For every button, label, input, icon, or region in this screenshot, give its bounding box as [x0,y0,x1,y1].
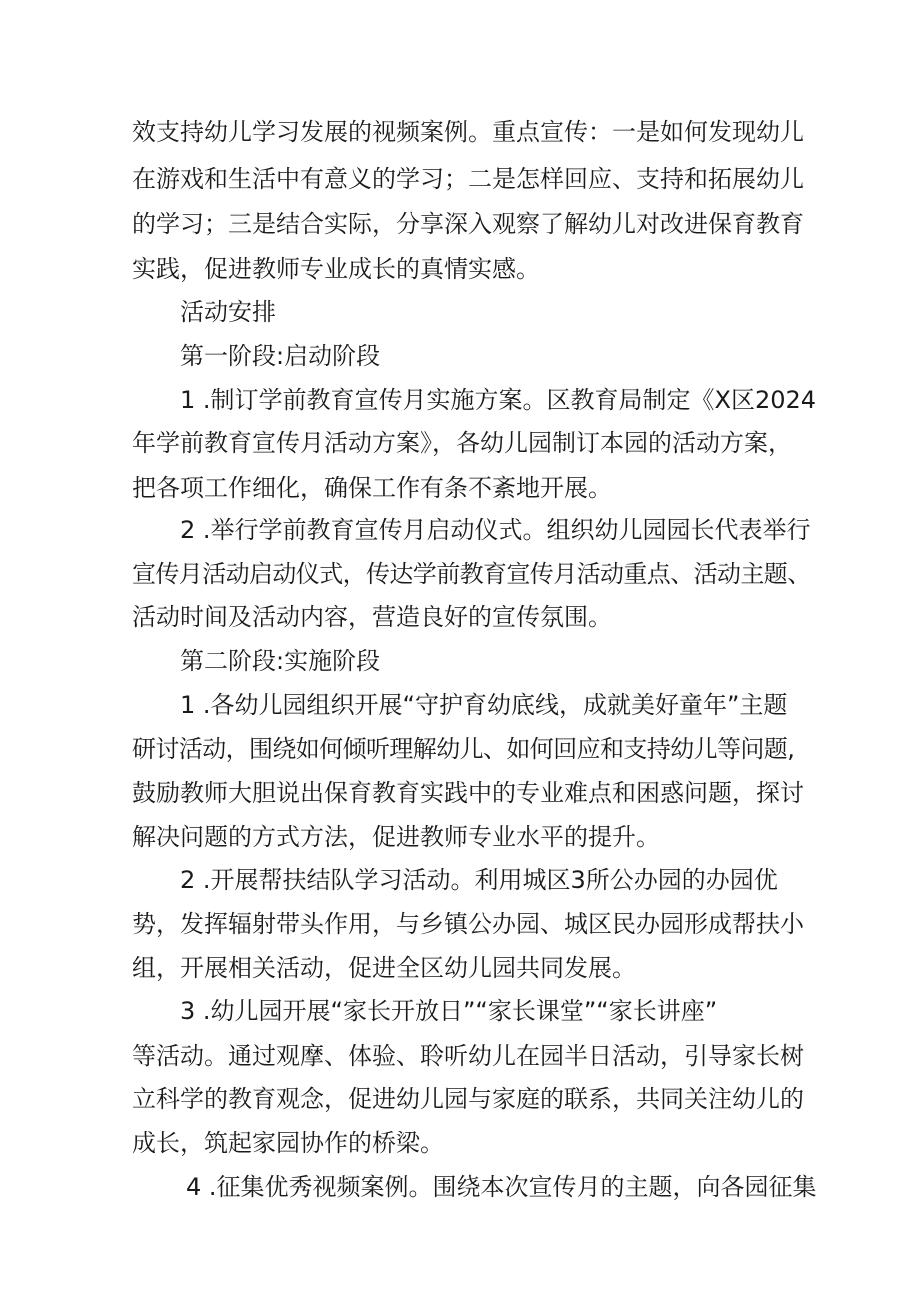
body-line: 研讨活动，围绕如何倾听理解幼儿、如何回应和支持幼儿等问题, [132,735,795,763]
body-line: 效支持幼儿学习发展的视频案例。重点宣传：一是如何发现幼儿 [132,118,804,146]
section-heading: 活动安排 [180,298,276,326]
stage-heading: 第一阶段:启动阶段 [180,342,381,370]
body-line: 2 .举行学前教育宣传月启动仪式。组织幼儿园园长代表举行 [180,516,811,544]
body-line: 立科学的教育观念，促进幼儿园与家庭的联系，共同关注幼儿的 [132,1085,804,1113]
stage-heading: 第二阶段:实施阶段 [180,647,381,675]
body-line: 势，发挥辐射带头作用，与乡镇公办园、城区民办园形成帮扶小 [132,910,804,938]
body-line: 组，开展相关活动，促进全区幼儿园共同发展。 [132,954,636,982]
body-line: 2 .开展帮扶结队学习活动。利用城区3所公办园的办园优 [180,866,778,894]
body-line: 4 .征集优秀视频案例。围绕本次宣传月的主题，向各园征集 [186,1173,817,1201]
body-line: 在游戏和生活中有意义的学习；二是怎样回应、支持和拓展幼儿 [132,165,804,193]
body-line: 活动时间及活动内容，营造良好的宣传氛围。 [132,603,612,631]
body-line: 的学习；三是结合实际，分享深入观察了解幼儿对改进保育教育 [132,210,804,238]
body-line: 把各项工作细化，确保工作有条不紊地开展。 [132,474,612,502]
body-line: 成长，筑起家园协作的桥梁。 [132,1129,444,1157]
body-line: 1 .各幼儿园组织开展“守护育幼底线，成就美好童年”主题 [180,691,788,719]
body-line: 1 .制订学前教育宣传月实施方案。区教育局制定《X区2024 [180,386,817,414]
body-line: 鼓励教师大胆说出保育教育实践中的专业难点和困惑问题，探讨 [132,779,804,807]
body-line: 解决问题的方式方法，促进教师专业水平的提升。 [132,823,660,851]
body-line: 等活动。通过观摩、体验、聆听幼儿在园半日活动，引导家长树 [132,1042,804,1070]
body-line: 年学前教育宣传月活动方案》，各幼儿园制订本园的活动方案， [132,429,792,457]
body-line: 宣传月活动启动仪式，传达学前教育宣传月活动重点、活动主题、 [132,560,811,588]
body-line: 3 .幼儿园开展“家长开放日”“家长课堂”“家长讲座” [180,997,718,1025]
body-line: 实践，促进教师专业成长的真情实感。 [132,255,540,283]
